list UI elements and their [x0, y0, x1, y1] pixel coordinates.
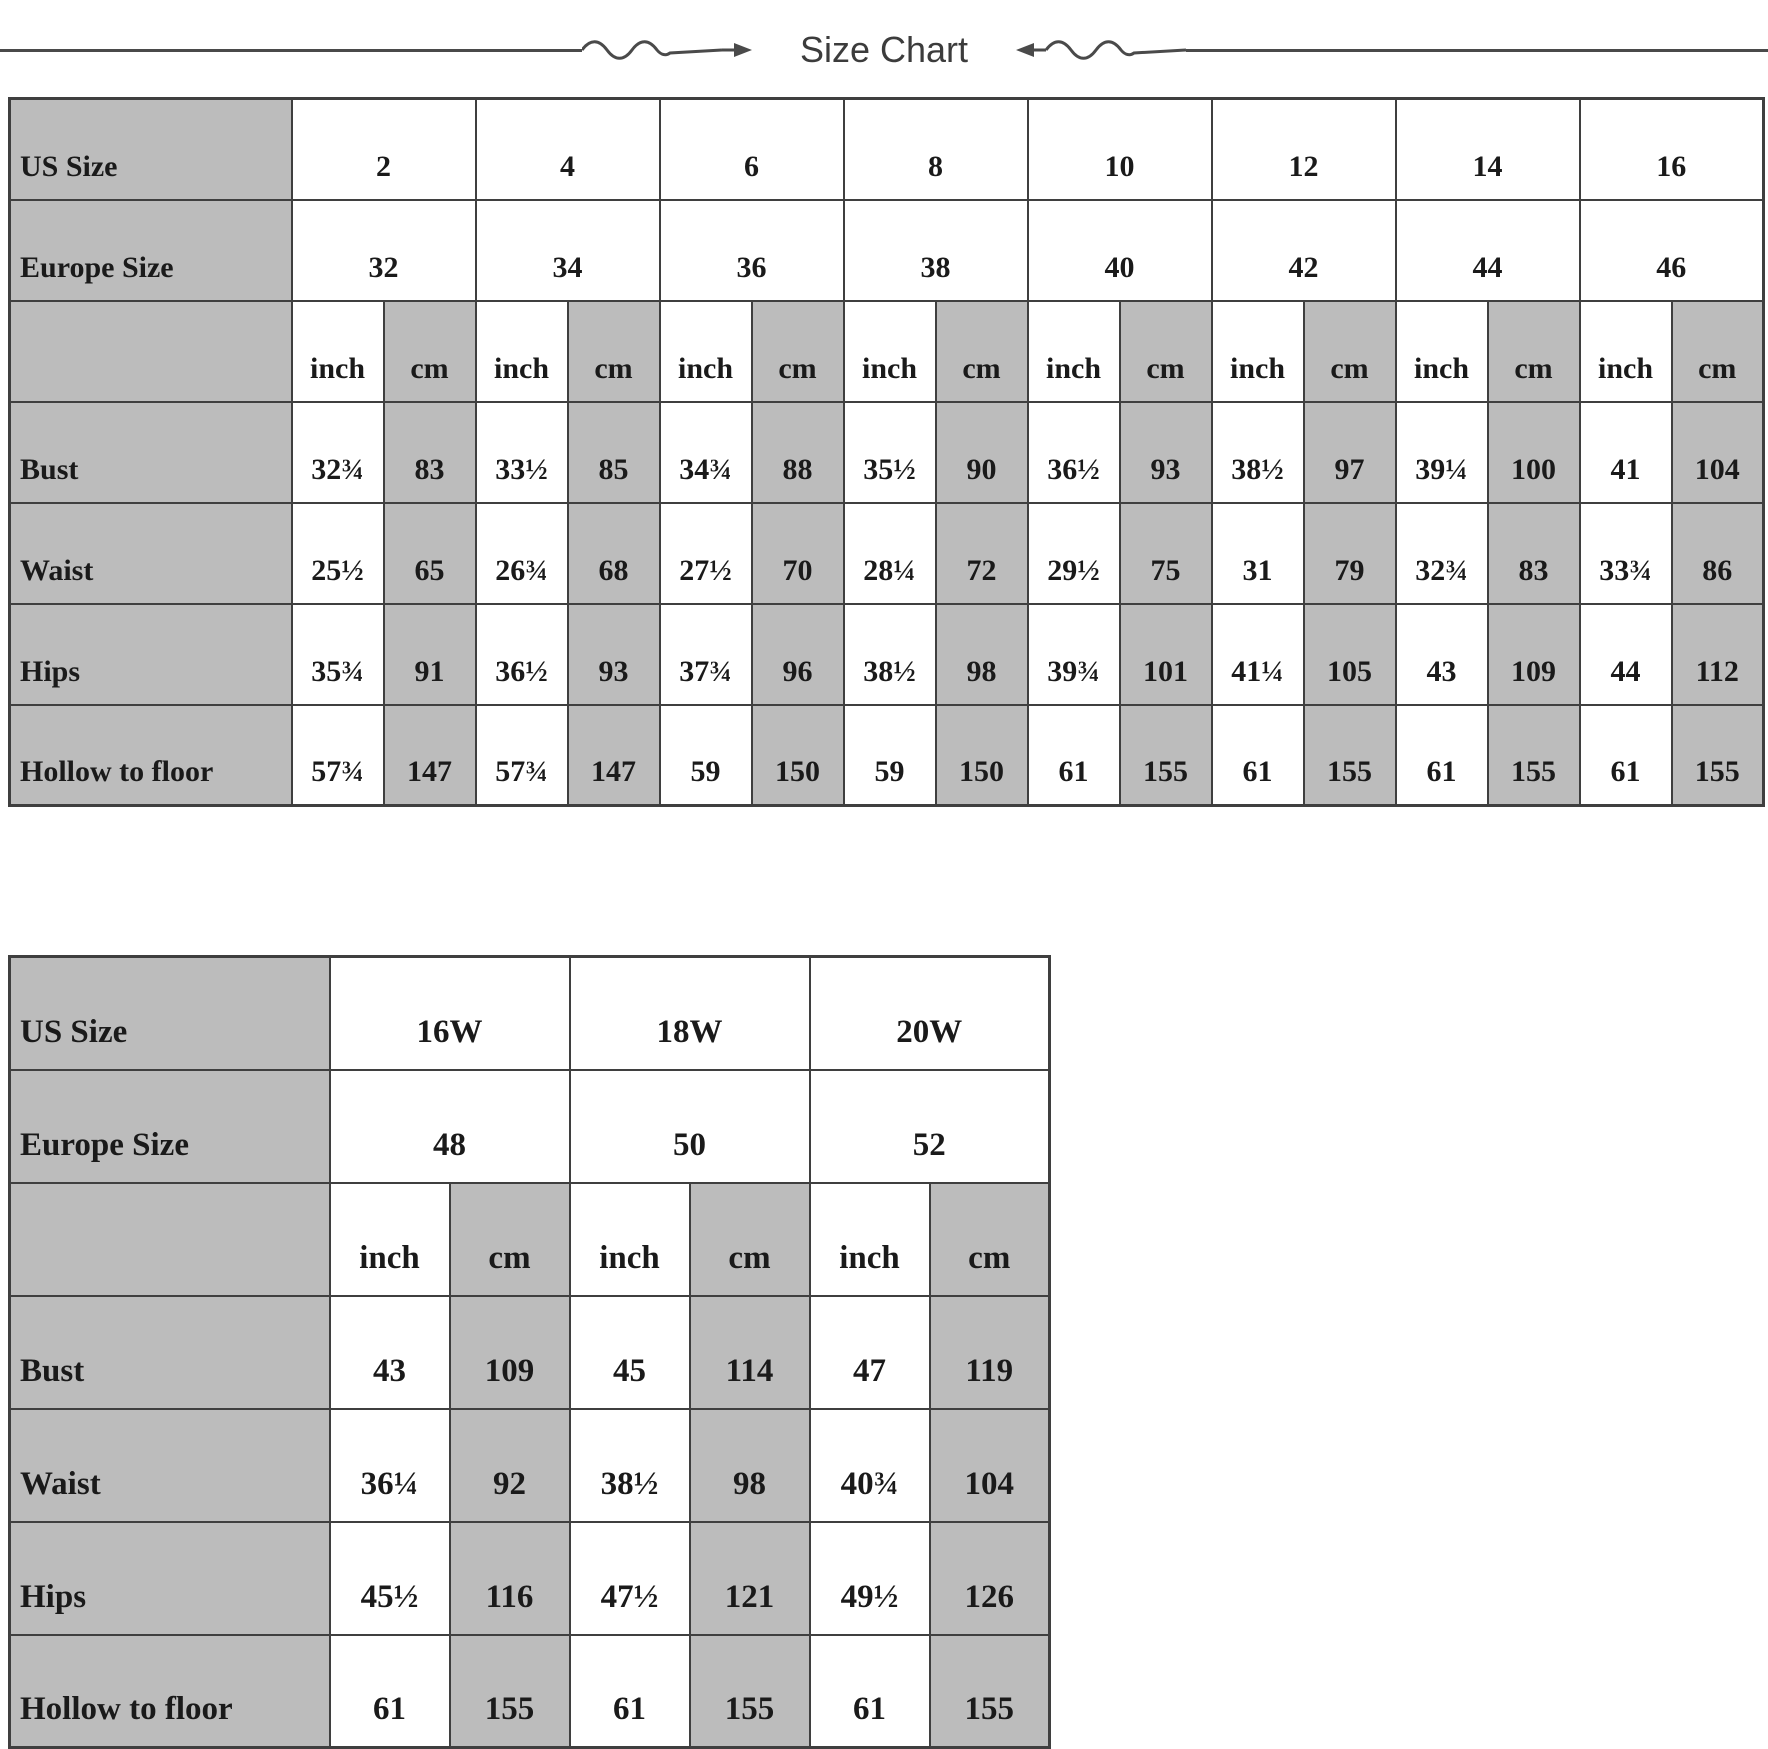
europe-size-cell: 44: [1396, 200, 1580, 301]
measurement-value-cm: 96: [752, 604, 844, 705]
measurement-value-inch: 44: [1580, 604, 1672, 705]
measurement-value-cm: 88: [752, 402, 844, 503]
measurement-label: Waist: [10, 1409, 330, 1522]
measurement-value-cm: 98: [936, 604, 1028, 705]
measurement-value-cm: 155: [1672, 705, 1764, 806]
measurement-row: [10, 402, 1764, 503]
europe-size-cell: 50: [570, 1070, 810, 1183]
measurement-value-inch: 25½: [292, 503, 384, 604]
measurement-value-cm: 68: [568, 503, 660, 604]
measurement-value-inch: 45½: [330, 1522, 450, 1635]
measurement-value-inch: 27½: [660, 503, 752, 604]
measurement-value-inch: 29½: [1028, 503, 1120, 604]
measurement-value-cm: 75: [1120, 503, 1212, 604]
standard-size-table-container: [0, 97, 1768, 807]
cm-header-cell: cm: [568, 301, 660, 402]
europe-size-cell: 42: [1212, 200, 1396, 301]
page-title: Size Chart: [799, 29, 969, 70]
inch-header-cell: inch: [1028, 301, 1120, 402]
cm-header-cell: cm: [1672, 301, 1764, 402]
us-size-cell: 12: [1212, 99, 1396, 200]
us-size-cell: 18W: [570, 957, 810, 1070]
measurement-value-inch: 40¾: [810, 1409, 930, 1522]
measurement-value-cm: 114: [690, 1296, 810, 1409]
plus-size-table-container: [0, 955, 1768, 1749]
measurement-value-inch: 59: [844, 705, 936, 806]
measurement-value-cm: 121: [690, 1522, 810, 1635]
measurement-row: [10, 503, 1764, 604]
unit-header-blank: [10, 1183, 330, 1296]
europe-size-header: Europe Size: [10, 200, 292, 301]
measurement-value-inch: 33½: [476, 402, 568, 503]
measurement-value-inch: 61: [1396, 705, 1488, 806]
measurement-value-inch: 57¾: [476, 705, 568, 806]
measurement-value-cm: 126: [930, 1522, 1050, 1635]
measurement-value-inch: 36½: [1028, 402, 1120, 503]
us-size-cell: 14: [1396, 99, 1580, 200]
inch-header-cell: inch: [330, 1183, 450, 1296]
measurement-value-inch: 38½: [1212, 402, 1304, 503]
measurement-value-inch: 32¾: [292, 402, 384, 503]
measurement-value-cm: 104: [1672, 402, 1764, 503]
measurement-value-inch: 41¼: [1212, 604, 1304, 705]
europe-size-cell: 48: [330, 1070, 570, 1183]
measurement-value-inch: 28¼: [844, 503, 936, 604]
measurement-value-cm: 104: [930, 1409, 1050, 1522]
squiggle-arrow-left-icon: [1014, 35, 1186, 65]
measurement-value-cm: 101: [1120, 604, 1212, 705]
inch-header-cell: inch: [1396, 301, 1488, 402]
us-size-cell: 8: [844, 99, 1028, 200]
measurement-value-inch: 41: [1580, 402, 1672, 503]
measurement-value-inch: 45: [570, 1296, 690, 1409]
measurement-label: Waist: [10, 503, 292, 604]
measurement-value-cm: 155: [450, 1635, 570, 1748]
inch-header-cell: inch: [292, 301, 384, 402]
measurement-row: [10, 604, 1764, 705]
measurement-value-cm: 83: [1488, 503, 1580, 604]
measurement-value-inch: 61: [810, 1635, 930, 1748]
europe-size-cell: 46: [1580, 200, 1764, 301]
measurement-value-inch: 61: [1212, 705, 1304, 806]
measurement-value-inch: 35¾: [292, 604, 384, 705]
cm-header-cell: cm: [450, 1183, 570, 1296]
measurement-value-inch: 36½: [476, 604, 568, 705]
europe-size-cell: 52: [810, 1070, 1050, 1183]
divider-line-left: [0, 49, 582, 52]
us-size-cell: 16: [1580, 99, 1764, 200]
measurement-value-inch: 57¾: [292, 705, 384, 806]
measurement-value-cm: 93: [1120, 402, 1212, 503]
measurement-value-inch: 61: [1028, 705, 1120, 806]
measurement-value-cm: 105: [1304, 604, 1396, 705]
cm-header-cell: cm: [1304, 301, 1396, 402]
measurement-value-inch: 35½: [844, 402, 936, 503]
measurement-value-cm: 65: [384, 503, 476, 604]
cm-header-cell: cm: [752, 301, 844, 402]
cm-header-cell: cm: [1120, 301, 1212, 402]
unit-header-row: [10, 1183, 1050, 1296]
europe-size-cell: 32: [292, 200, 476, 301]
measurement-value-cm: 155: [1304, 705, 1396, 806]
measurement-value-cm: 86: [1672, 503, 1764, 604]
measurement-label: Bust: [10, 1296, 330, 1409]
measurement-value-inch: 61: [1580, 705, 1672, 806]
measurement-value-inch: 38½: [844, 604, 936, 705]
europe-size-cell: 34: [476, 200, 660, 301]
inch-header-cell: inch: [660, 301, 752, 402]
measurement-value-inch: 39¼: [1396, 402, 1488, 503]
measurement-value-inch: 61: [330, 1635, 450, 1748]
europe-size-cell: 38: [844, 200, 1028, 301]
plus-size-table: [8, 955, 1051, 1749]
measurement-label: Hollow to floor: [10, 1635, 330, 1748]
measurement-label: Hollow to floor: [10, 705, 292, 806]
measurement-value-inch: 31: [1212, 503, 1304, 604]
cm-header-cell: cm: [384, 301, 476, 402]
measurement-value-cm: 150: [936, 705, 1028, 806]
measurement-value-cm: 109: [1488, 604, 1580, 705]
measurement-row: [10, 705, 1764, 806]
measurement-value-cm: 83: [384, 402, 476, 503]
cm-header-cell: cm: [1488, 301, 1580, 402]
measurement-value-cm: 90: [936, 402, 1028, 503]
measurement-value-cm: 98: [690, 1409, 810, 1522]
standard-size-table: [8, 97, 1765, 807]
measurement-value-cm: 155: [930, 1635, 1050, 1748]
measurement-label: Hips: [10, 604, 292, 705]
europe-size-cell: 40: [1028, 200, 1212, 301]
measurement-value-cm: 85: [568, 402, 660, 503]
measurement-value-inch: 32¾: [1396, 503, 1488, 604]
us-size-cell: 2: [292, 99, 476, 200]
measurement-label: Bust: [10, 402, 292, 503]
measurement-value-inch: 36¼: [330, 1409, 450, 1522]
measurement-value-inch: 47½: [570, 1522, 690, 1635]
europe-size-cell: 36: [660, 200, 844, 301]
cm-header-cell: cm: [936, 301, 1028, 402]
cm-header-cell: cm: [690, 1183, 810, 1296]
measurement-value-cm: 93: [568, 604, 660, 705]
us-size-row: [10, 957, 1050, 1070]
us-size-header: US Size: [10, 99, 292, 200]
measurement-value-inch: 37¾: [660, 604, 752, 705]
measurement-value-inch: 33¾: [1580, 503, 1672, 604]
measurement-row: [10, 1296, 1050, 1409]
measurement-value-cm: 150: [752, 705, 844, 806]
measurement-value-inch: 38½: [570, 1409, 690, 1522]
measurement-value-inch: 61: [570, 1635, 690, 1748]
measurement-value-cm: 155: [1488, 705, 1580, 806]
us-size-cell: 10: [1028, 99, 1212, 200]
measurement-value-inch: 49½: [810, 1522, 930, 1635]
europe-size-row: [10, 1070, 1050, 1183]
measurement-value-cm: 100: [1488, 402, 1580, 503]
measurement-value-inch: 43: [330, 1296, 450, 1409]
unit-header-blank: [10, 301, 292, 402]
measurement-row: [10, 1522, 1050, 1635]
measurement-row: [10, 1409, 1050, 1522]
size-chart-header: [0, 26, 1768, 74]
measurement-label: Hips: [10, 1522, 330, 1635]
measurement-value-cm: 72: [936, 503, 1028, 604]
us-size-header: US Size: [10, 957, 330, 1070]
measurement-value-cm: 79: [1304, 503, 1396, 604]
measurement-value-inch: 43: [1396, 604, 1488, 705]
measurement-value-inch: 59: [660, 705, 752, 806]
measurement-value-inch: 47: [810, 1296, 930, 1409]
us-size-cell: 20W: [810, 957, 1050, 1070]
measurement-value-cm: 147: [384, 705, 476, 806]
measurement-value-inch: 39¾: [1028, 604, 1120, 705]
us-size-row: [10, 99, 1764, 200]
inch-header-cell: inch: [1212, 301, 1304, 402]
measurement-value-cm: 119: [930, 1296, 1050, 1409]
squiggle-arrow-right-icon: [582, 35, 754, 65]
measurement-row: [10, 1635, 1050, 1748]
measurement-value-cm: 155: [690, 1635, 810, 1748]
inch-header-cell: inch: [476, 301, 568, 402]
measurement-value-cm: 91: [384, 604, 476, 705]
unit-header-row: [10, 301, 1764, 402]
cm-header-cell: cm: [930, 1183, 1050, 1296]
inch-header-cell: inch: [810, 1183, 930, 1296]
measurement-value-cm: 147: [568, 705, 660, 806]
divider-line-right: [1186, 49, 1768, 52]
measurement-value-cm: 155: [1120, 705, 1212, 806]
measurement-value-inch: 34¾: [660, 402, 752, 503]
measurement-value-inch: 26¾: [476, 503, 568, 604]
measurement-value-cm: 70: [752, 503, 844, 604]
measurement-value-cm: 109: [450, 1296, 570, 1409]
us-size-cell: 6: [660, 99, 844, 200]
inch-header-cell: inch: [844, 301, 936, 402]
europe-size-header: Europe Size: [10, 1070, 330, 1183]
measurement-value-cm: 116: [450, 1522, 570, 1635]
us-size-cell: 16W: [330, 957, 570, 1070]
measurement-value-cm: 97: [1304, 402, 1396, 503]
europe-size-row: [10, 200, 1764, 301]
measurement-value-cm: 92: [450, 1409, 570, 1522]
inch-header-cell: inch: [570, 1183, 690, 1296]
us-size-cell: 4: [476, 99, 660, 200]
measurement-value-cm: 112: [1672, 604, 1764, 705]
inch-header-cell: inch: [1580, 301, 1672, 402]
